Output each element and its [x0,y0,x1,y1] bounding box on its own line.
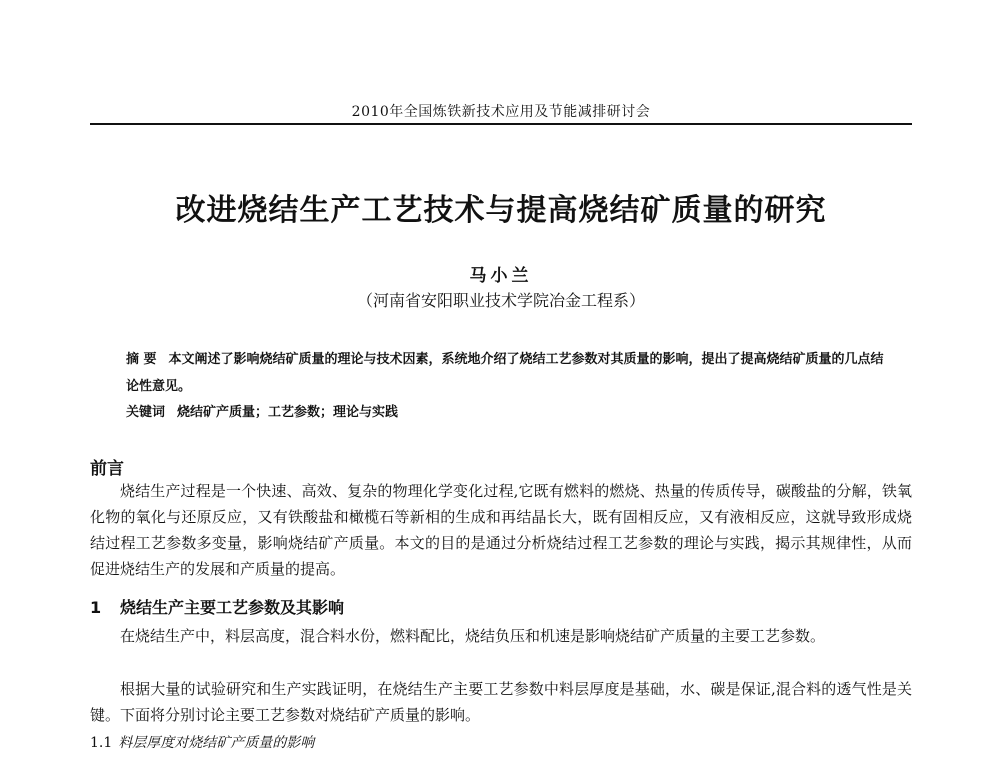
keywords-text: 烧结矿产质量；工艺参数；理论与实践 [177,405,399,420]
abstract [126,346,886,400]
abstract-text: 本文阐述了影响烧结矿质量的理论与技术因素，系统地介绍了烧结工艺参数对其质量的影响，提出了提高烧结矿质量的几点结论性意见。 [126,352,884,394]
subsection-1-1-heading [90,732,314,752]
keywords [126,401,886,420]
subsection-1-1-title: 料层厚度对烧结矿产质量的影响 [118,735,315,751]
section-1-heading [90,595,344,618]
keywords-label: 关键词 [126,405,166,420]
section-1-paragraph-1: 在烧结生产中，料层高度，混合料水份，燃料配比，烧结负压和机速是影响烧结矿产质量的主要工艺参数。 [120,627,826,645]
intro-heading: 前言 [90,459,124,479]
author-affiliation: （河南省安阳职业技术学院冶金工程系） [356,291,645,310]
subsection-1-1-number: 1.1 [90,735,113,751]
header-rule [90,123,912,125]
paper-title: 改进烧结生产工艺技术与提高烧结矿质量的研究 [175,193,827,228]
running-head: 2010年全国炼铁新技术应用及节能减排研讨会 [351,104,651,120]
intro-paragraph: 烧结生产过程是一个快速、高效、复杂的物理化学变化过程,它既有燃料的燃烧、热量的传质传导，碳酸盐的分解，铁氧化物的氧化与还原反应，又有铁酸盐和橄榄石等新相的生成和再结晶长大，既有固相反应，又有液相反应，这就导致形成烧结过程工艺参数多变量，影响烧结矿产质量。本文的目的是通过分析烧结过程工艺参数的理论与实践，揭示其规律性，从而促进烧结生产的发展和产质量的提高。 [90,482,912,578]
abstract-label: 摘 要 [126,352,157,367]
section-1-paragraph-2: 根据大量的试验研究和生产实践证明，在烧结生产主要工艺参数中料层厚度是基础，水、碳是保证,混合料的透气性是关键。下面将分别讨论主要工艺参数对烧结矿产质量的影响。 [90,680,912,724]
section-1-title: 烧结生产主要工艺参数及其影响 [120,598,345,617]
section-1-number: 1 [90,598,102,617]
author-name: 马小兰 [469,266,533,286]
